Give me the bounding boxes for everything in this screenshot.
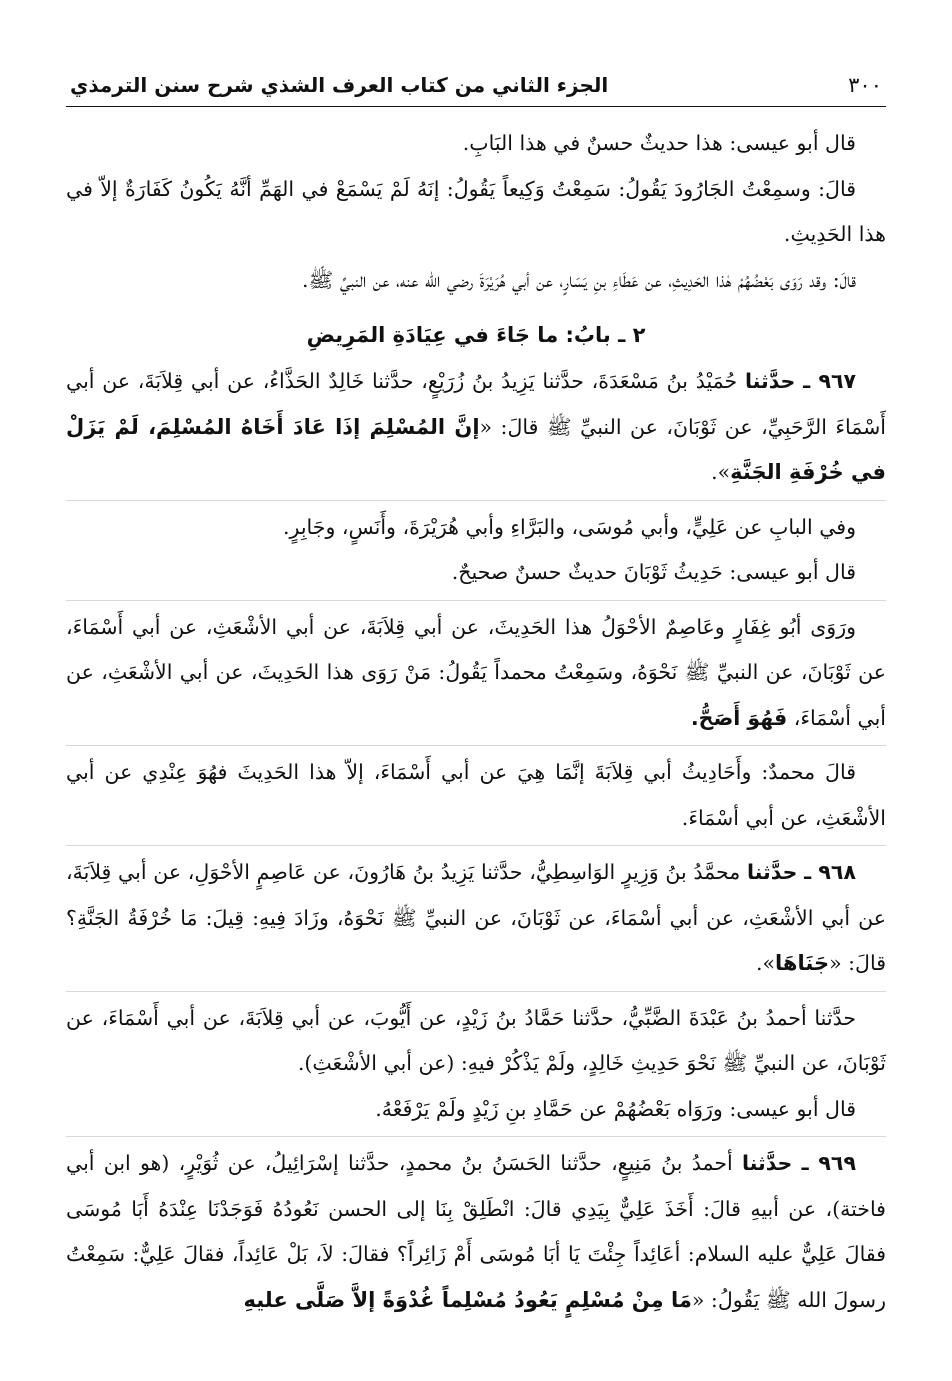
paragraph: قال أبو عيسى: ورَوَاه بَعْضُهُمْ عن حَمَّادِ بنِ زَيْدٍ ولَمْ يَرْفَعْهُ. [66,1087,886,1138]
hadith-text: أحمدُ بنُ مَنِيعٍ، حدَّثنا الحَسَنُ بنُ محمدٍ، حدَّثنا إسْرَائِيلُ، عن ثُوَيْرٍ، (هو ابن أبي فاختة)، عن أبيهِ قالَ: أَخَذَ عَلِيٌّ بِيَدِي قالَ: انْطَلِقْ بِنَا إلى الحسن نَعُودُهُ فَوَجَدْنَا عِنْدَهُ أَبَا مُوسَى فقالَ عَلِيٌّ عليه السلام: أعَائِداً جِئْتَ يَا أبَا مُوسَى أَمْ زَائِراً؟ فقالَ: لاَ، بَلْ عَائِداً، فقالَ عَلِيٌّ: سَمِعْتُ رسولَ الله ﷺ يَقُولُ: « [66,1151,886,1312]
hadith-text: حُمَيْدُ بنُ مَسْعَدَةَ، حدَّثنا يَزِيدُ بنُ زُرَيْعٍ، حدَّثنا خَالِدٌ الحَذَّاءُ، عن أبي قِلاَبَةَ، عن أبي أَسْمَاءَ الرَّحَبِيِّ، عن ثَوْبَانَ، عن النبيِّ ﷺ قالَ: « [66,369,886,439]
paragraph: قالَ: وقد رَوَى بَعْضُهُمْ هٰذا الحَدِيثِ، عن عَطَاءِ بنِ يَسَارٍ، عن أبي هُرَيْرَةَ رضي الله عنه، عن النبيِّ ﷺ. [302,267,856,292]
hadith-number: ٩٦٩ ـ [801,1151,856,1175]
haddathana-label: حدَّثنا [746,860,798,884]
paragraph: قالَ محمدٌ: وأَحَادِيثُ أبي قِلاَبَةَ إنَّمَا هِيَ عن أبي أَسْمَاءَ، إلاّ هذا الحَدِيثَ فهُوَ عِنْدِي عن أبي الأشْعَثِ، عن أبي أسْمَاءَ. [66,750,886,846]
hadith-text: محمَّدُ بنُ وَزِيرٍ الوَاسِطِيُّ، حدَّثنا يَزِيدُ بنُ هَارُونَ، عن عَاصِمٍ الأحْوَلِ، عن أبي قِلاَبَةَ، عن أبي الأشْعَثِ، عن أبي أسْمَاءَ، عن ثَوْبَانَ، عن النبيِّ ﷺ نَحْوَهُ، وزَادَ فِيهِ: قِيلَ: مَا خُرْفَةُ الجَنَّةِ؟ قالَ: « [66,860,886,975]
paragraph [66,605,886,747]
chapter-heading: ٢ ـ بابُ: ما جَاءَ في عِيَادَةِ المَرِيضِ [306,323,646,347]
running-title: الجزء الثاني من كتاب العرف الشذي شرح سنن الترمذي [70,73,609,97]
paragraph: قالَ: وسمِعْتُ الجَارُودَ يَقُولُ: سَمِعْتُ وَكِيعاً يَقُولُ: إنَهُ لَمْ يَسْمَعْ في الهَمِّ أنَّهُ يَكُونُ كَفَارَةٌ إلاّ في هذا الحَدِيثِ. [66,176,886,246]
paragraph: قال أبو عيسى: حَدِيثُ ثَوْبَانَ حديثٌ حسنٌ صحيحٌ. [66,550,886,601]
paragraph: قال أبو عيسى: هذا حديثٌ حسنٌ في هذا البَابِ. [462,131,856,155]
hadith-end: ». [755,951,776,975]
page-header [66,58,886,107]
hadith-967 [66,359,886,501]
hadith-968 [66,850,886,992]
hadith-969 [66,1141,886,1323]
paragraph: حدَّثنا أحمدُ بنُ عَبْدَةَ الضَّبِّيُّ، حدَّثنا حَمَّادُ بنُ زَيْدٍ، عن أَيُّوبَ، عن أبي قِلاَبَةَ، عن أبي أَسْمَاءَ، عن ثَوْبَانَ، عن النبيِّ ﷺ نَحْوَ حَدِيثِ خَالِدٍ، ولَمْ يَذْكُرْ فيهِ: (عن أبي الأشْعَثِ). [66,1005,886,1075]
hadith-matn: جَنَاهَا [775,951,830,975]
hadith-number: ٩٦٧ ـ [803,369,856,393]
paragraph: وفي البابِ عن عَلِيٍّ، وأبي مُوسَى، والبَرَّاءِ وأبي هُرَيْرَةَ، وأَنَسٍ، وجَابِرٍ. [283,514,856,539]
paragraph-bold: فَهُوَ أَصَحُّ. [690,705,788,730]
hadith-number: ٩٦٨ ـ [804,860,856,884]
hadith-end: ». [711,460,731,484]
page-number: ٣٠٠ [848,73,882,97]
hadith-matn: إنَّ المُسْلِمَ إذَا عَادَ أَخَاهُ المُسْلِمَ، لَمْ يَزَلْ في خُرْفَةِ الجَنَّةِ [66,414,886,484]
paragraph-text: ورَوَى أبُو غِفَارٍ وعَاصِمٌ الأحْوَلُ هذا الحَدِيثَ، عن أبي قِلاَبَةَ، عن أبي الأشْعَثِ، عن أبي أَسْمَاءَ، عن ثَوْبَانَ، عن النبيِّ ﷺ نَحْوَهُ، وسَمِعْتُ محمداً يَقُولُ: مَنْ رَوَى هذا الحَدِيثَ، عن أبي الأشْعَثِ، عن أبي أسْمَاءَ، [66,614,886,730]
hadith-matn: مَا مِنْ مُسْلِمٍ يَعُودُ مُسْلِماً غُدْوَةً إلاَّ صَلَّى عليهِ [243,1287,692,1312]
haddathana-label: حدَّثنا [744,369,796,393]
page-body [66,107,886,1323]
haddathana-label: حدَّثنا [741,1151,793,1175]
